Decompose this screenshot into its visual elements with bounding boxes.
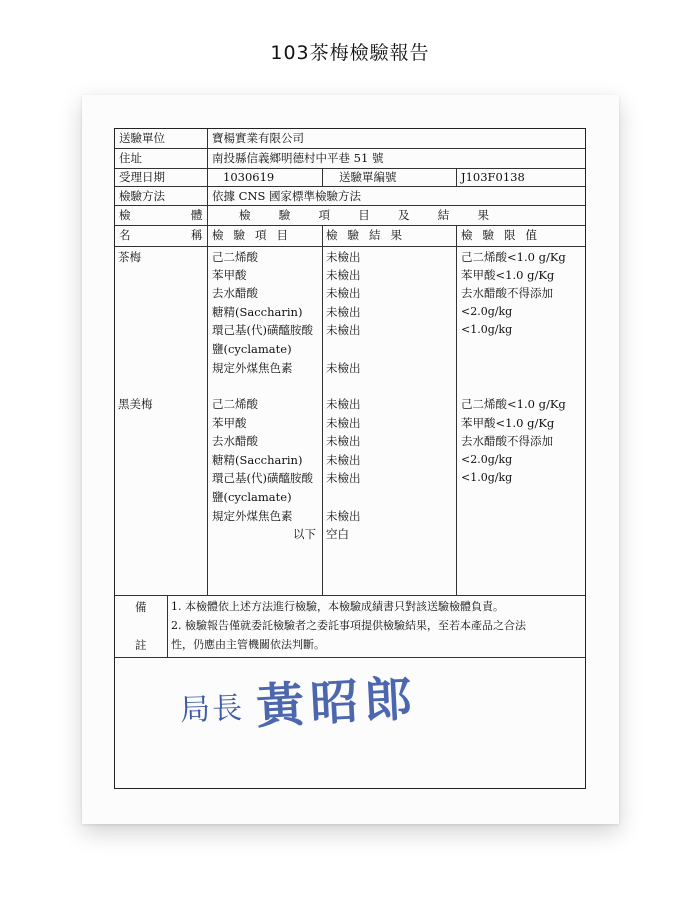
inspection-report-document	[82, 95, 619, 824]
name-label-char: 名	[119, 228, 131, 242]
page-title: 103茶梅檢驗報告	[270, 42, 430, 64]
method-value: 依據 CNS 國家標準檢驗方法	[212, 189, 362, 203]
row-divider	[115, 148, 585, 149]
column-header-item: 檢驗項目	[212, 228, 298, 242]
submitter-label: 送驗單位	[119, 131, 165, 145]
test-limit: 己二烯酸<1.0 g/Kg	[461, 397, 566, 411]
test-limit: 苯甲酸<1.0 g/Kg	[461, 268, 555, 282]
col-divider	[207, 129, 208, 595]
name-label-char: 稱	[191, 228, 203, 242]
test-result: 未檢出	[326, 305, 361, 319]
test-item: 苯甲酸	[212, 416, 247, 430]
test-result: 未檢出	[326, 268, 361, 282]
test-limit: <1.0g/kg	[461, 471, 513, 484]
test-item: 己二烯酸	[212, 397, 258, 411]
address-value: 南投縣信義鄉明德村中平巷 51 號	[212, 151, 384, 165]
address-label: 住址	[119, 151, 142, 165]
test-item: 鹽(cyclamate)	[212, 490, 292, 504]
test-item: 規定外煤焦色素	[212, 361, 293, 375]
test-item: 鹽(cyclamate)	[212, 342, 292, 356]
test-item: 糖精(Saccharin)	[212, 305, 303, 319]
notes-label-char: 註	[135, 638, 147, 652]
test-result: 未檢出	[326, 286, 361, 300]
test-item: 環己基(代)磺醯胺酸	[212, 323, 313, 337]
test-result: 未檢出	[326, 453, 361, 467]
signature-title: 局長	[179, 690, 245, 729]
column-header-result: 檢驗結果	[326, 228, 412, 242]
test-limit: <1.0g/kg	[461, 323, 513, 336]
test-limit: 己二烯酸<1.0 g/Kg	[461, 250, 566, 264]
test-result: 未檢出	[326, 361, 361, 375]
note-line: 2. 檢驗報告僅就委託檢驗者之委託事項提供檢驗結果，至若本產品之合法	[171, 619, 526, 632]
signature-name: 黃昭郎	[254, 670, 420, 736]
test-item: 環己基(代)磺醯胺酸	[212, 471, 313, 485]
method-label: 檢驗方法	[119, 189, 165, 203]
col-divider	[456, 225, 457, 595]
blank-marker-right: 空白	[326, 527, 349, 541]
submitter-value: 寶楊實業有限公司	[212, 131, 304, 145]
sample-name: 茶梅	[118, 250, 141, 264]
col-divider	[167, 595, 168, 657]
test-item: 去水醋酸	[212, 434, 258, 448]
sample-number-label: 送驗單編號	[339, 170, 397, 184]
col-divider	[456, 168, 457, 186]
row-divider	[115, 186, 585, 187]
date-value: 1030619	[223, 170, 275, 184]
test-limit: 苯甲酸<1.0 g/Kg	[461, 416, 555, 430]
blank-marker-left: 以下	[293, 527, 316, 541]
test-limit: 去水醋酸不得添加	[461, 434, 553, 448]
test-result: 未檢出	[326, 471, 361, 485]
test-result: 未檢出	[326, 323, 361, 337]
test-item: 去水醋酸	[212, 286, 258, 300]
column-header-limit: 檢驗限值	[461, 228, 547, 242]
test-result: 未檢出	[326, 416, 361, 430]
specimen-label-char: 檢	[119, 208, 131, 222]
note-line: 1. 本檢體依上述方法進行檢驗，本檢驗成績書只對該送驗檢體負責。	[171, 600, 504, 613]
test-item: 糖精(Saccharin)	[212, 453, 303, 467]
test-result: 未檢出	[326, 434, 361, 448]
note-line: 性，仍應由主管機關依法判斷。	[171, 638, 325, 651]
row-divider	[115, 246, 585, 247]
notes-label-char: 備	[135, 600, 147, 614]
test-limit: 去水醋酸不得添加	[461, 286, 553, 300]
test-item: 己二烯酸	[212, 250, 258, 264]
test-limit: <2.0g/kg	[461, 305, 513, 318]
sample-number-value: J103F0138	[461, 170, 525, 184]
test-result: 未檢出	[326, 397, 361, 411]
test-limit: <2.0g/kg	[461, 453, 513, 466]
row-divider	[115, 205, 585, 206]
specimen-label-char: 體	[191, 208, 203, 222]
col-divider	[322, 168, 323, 186]
test-result: 未檢出	[326, 250, 361, 264]
row-divider	[115, 225, 585, 226]
row-divider	[115, 168, 585, 169]
test-item: 規定外煤焦色素	[212, 509, 293, 523]
row-divider	[115, 595, 585, 596]
sample-name: 黑美梅	[118, 397, 153, 411]
date-label: 受理日期	[119, 170, 165, 184]
test-item: 苯甲酸	[212, 268, 247, 282]
test-result: 未檢出	[326, 509, 361, 523]
col-divider	[322, 225, 323, 595]
results-heading: 檢 驗 項 目 及 結 果	[239, 208, 489, 222]
row-divider	[115, 657, 585, 658]
